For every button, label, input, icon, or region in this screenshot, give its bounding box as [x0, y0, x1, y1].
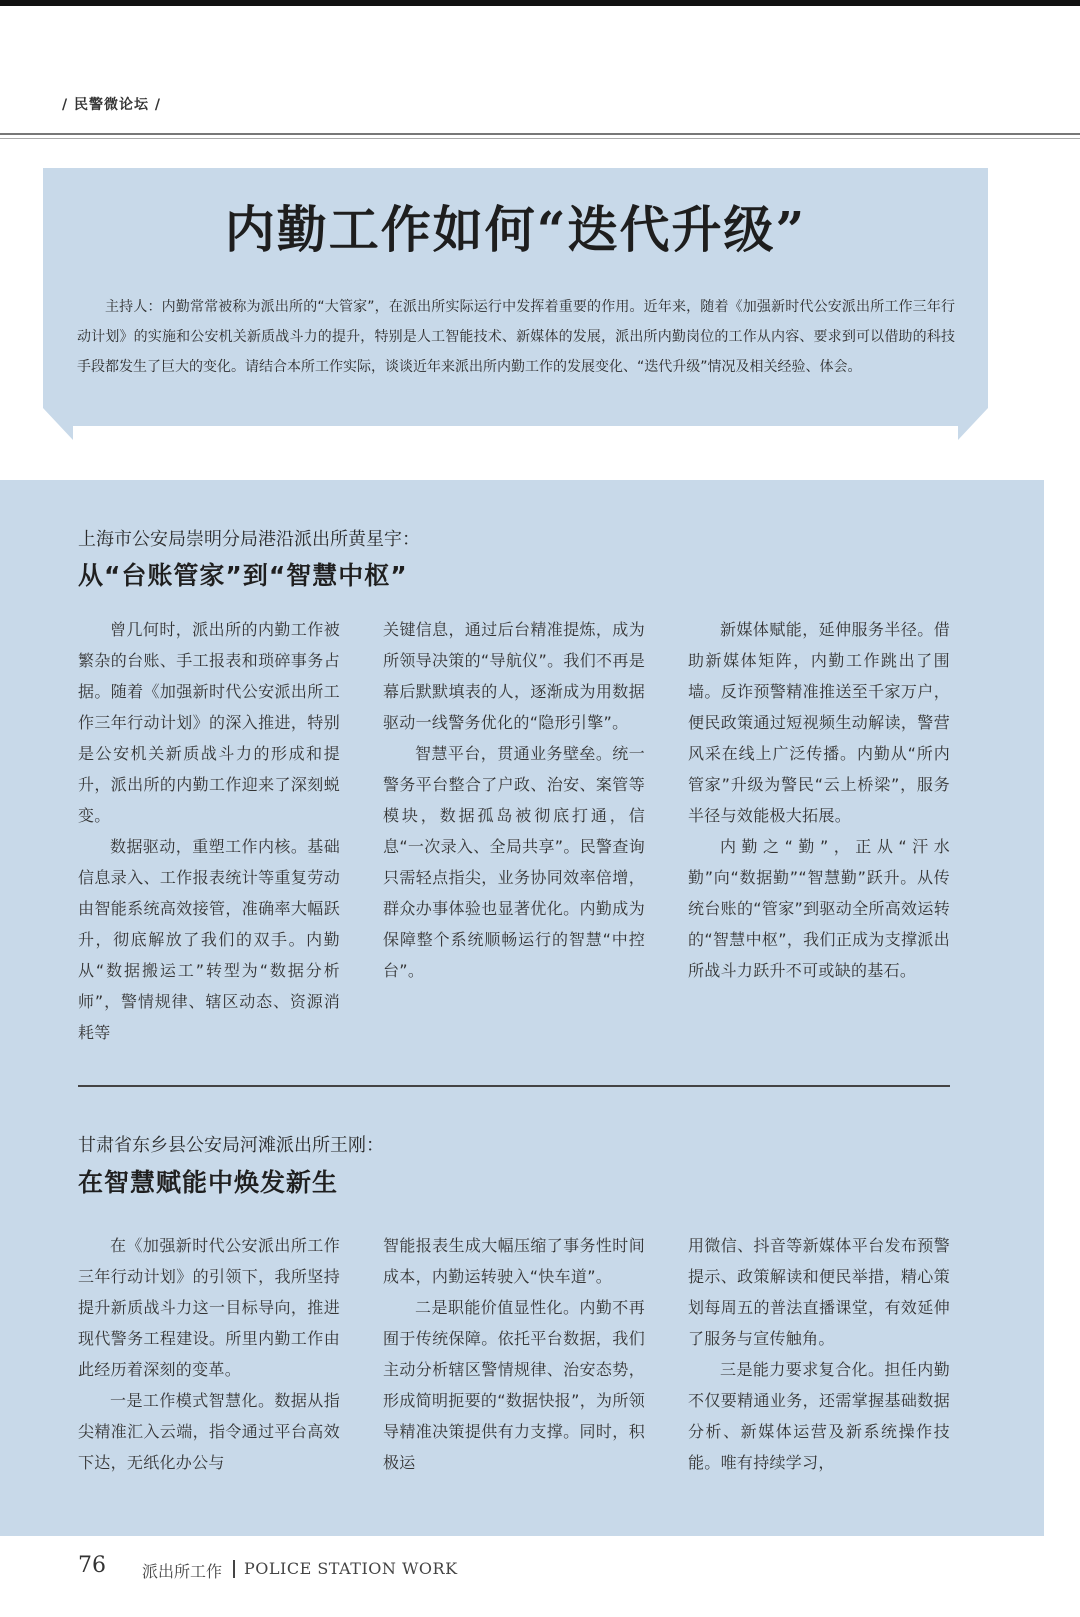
article2-headline: 在智慧赋能中焕发新生 — [78, 1168, 339, 1197]
paragraph: 用微信、抖音等新媒体平台发布预警提示、政策解读和便民举措，精心策划每周五的普法直播课堂，有效延伸了服务与宣传触角。 — [688, 1236, 950, 1348]
article1-column-2 — [383, 614, 645, 986]
header-rule-thin — [0, 138, 1080, 139]
magazine-name-cn: 派出所工作 — [142, 1562, 223, 1581]
article1-headline: 从“台账管家”到“智慧中枢” — [78, 561, 408, 590]
article1-column-3 — [688, 614, 950, 986]
article1-author: 上海市公安局崇明分局港沿派出所黄星宇： — [78, 529, 420, 550]
page-title: 内勤工作如何“迭代升级” — [224, 200, 807, 259]
article-divider — [78, 1085, 950, 1087]
header-rule — [0, 133, 1080, 135]
paragraph: 在《加强新时代公安派出所工作三年行动计划》的引领下，我所坚持提升新质战斗力这一目标导向，推进现代警务工程建设。所里内勤工作由此经历着深刻的变革。 — [78, 1236, 340, 1379]
paragraph: 三是能力要求复合化。担任内勤不仅要精通业务，还需掌握基础数据分析、新媒体运营及新系统操作技能。唯有持续学习， — [688, 1360, 950, 1472]
footer-separator — [233, 1560, 235, 1578]
article1-column-1 — [78, 614, 340, 1048]
paragraph: 二是职能价值显性化。内勤不再囿于传统保障。依托平台数据，我们主动分析辖区警情规律、治安态势，形成简明扼要的“数据快报”，为所领导精准决策提供有力支撑。同时，积极运 — [383, 1298, 645, 1472]
article2-column-2 — [383, 1230, 645, 1478]
paragraph: 智慧平台，贯通业务壁垒。统一警务平台整合了户政、治安、案管等模块，数据孤岛被彻底打通，信息“一次录入、全局共享”。民警查询只需轻点指尖，业务协同效率倍增，群众办事体验也显著优化。内勤成为保障整个系统顺畅运行的智慧“中控台”。 — [383, 744, 645, 980]
host-text: 主持人：内勤常常被称为派出所的“大管家”，在派出所实际运行中发挥着重要的作用。近年来，随着《加强新时代公安派出所工作三年行动计划》的实施和公安机关新质战斗力的提升，特别是人工智能技术、新媒体的发展，派出所内勤岗位的工作从内容、要求到可以借助的科技手段都发生了巨大的变化。请结合本所工作实际，谈谈近年来派出所内勤工作的发展变化、“迭代升级”情况及相关经验、体会。 — [77, 299, 955, 375]
article2-column-1 — [78, 1230, 340, 1478]
article2-column-3 — [688, 1230, 950, 1478]
paragraph: 新媒体赋能，延伸服务半径。借助新媒体矩阵，内勤工作跳出了围墙。反诈预警精准推送至千家万户，便民政策通过短视频生动解读，警营风采在线上广泛传播。内勤从“所内管家”升级为警民“云上桥梁”，服务半径与效能极大拓展。 — [688, 620, 950, 825]
page-number: 76 — [78, 1553, 106, 1578]
article2-author: 甘肃省东乡县公安局河滩派出所王刚： — [78, 1135, 384, 1156]
paragraph: 关键信息，通过后台精准提炼，成为所领导决策的“导航仪”。我们不再是幕后默默填表的人，逐渐成为用数据驱动一线警务优化的“隐形引擎”。 — [383, 620, 645, 732]
paragraph: 智能报表生成大幅压缩了事务性时间成本，内勤运转驶入“快车道”。 — [383, 1236, 645, 1286]
paragraph: 曾几何时，派出所的内勤工作被繁杂的台账、手工报表和琐碎事务占据。随着《加强新时代公安派出所工作三年行动计划》的深入推进，特别是公安机关新质战斗力的形成和提升，派出所的内勤工作迎来了深刻蜕变。 — [78, 620, 340, 825]
paragraph: 数据驱动，重塑工作内核。基础信息录入、工作报表统计等重复劳动由智能系统高效接管，准确率大幅跃升，彻底解放了我们的双手。内勤从“数据搬运工”转型为“数据分析师”，警情规律、辖区动态、资源消耗等 — [78, 837, 340, 1042]
host-intro-box — [43, 168, 988, 453]
top-border — [0, 0, 1080, 6]
paragraph: 一是工作模式智慧化。数据从指尖精准汇入云端，指令通过平台高效下达，无纸化办公与 — [78, 1391, 340, 1472]
section-tag: / 民警微论坛 / — [62, 97, 161, 113]
paragraph: 内勤之“勤”，正从“汗水勤”向“数据勤”“智慧勤”跃升。从传统台账的“管家”到驱动全所高效运转的“智慧中枢”，我们正成为支撑派出所战斗力跃升不可或缺的基石。 — [688, 837, 950, 980]
magazine-name-en: POLICE STATION WORK — [244, 1559, 458, 1578]
